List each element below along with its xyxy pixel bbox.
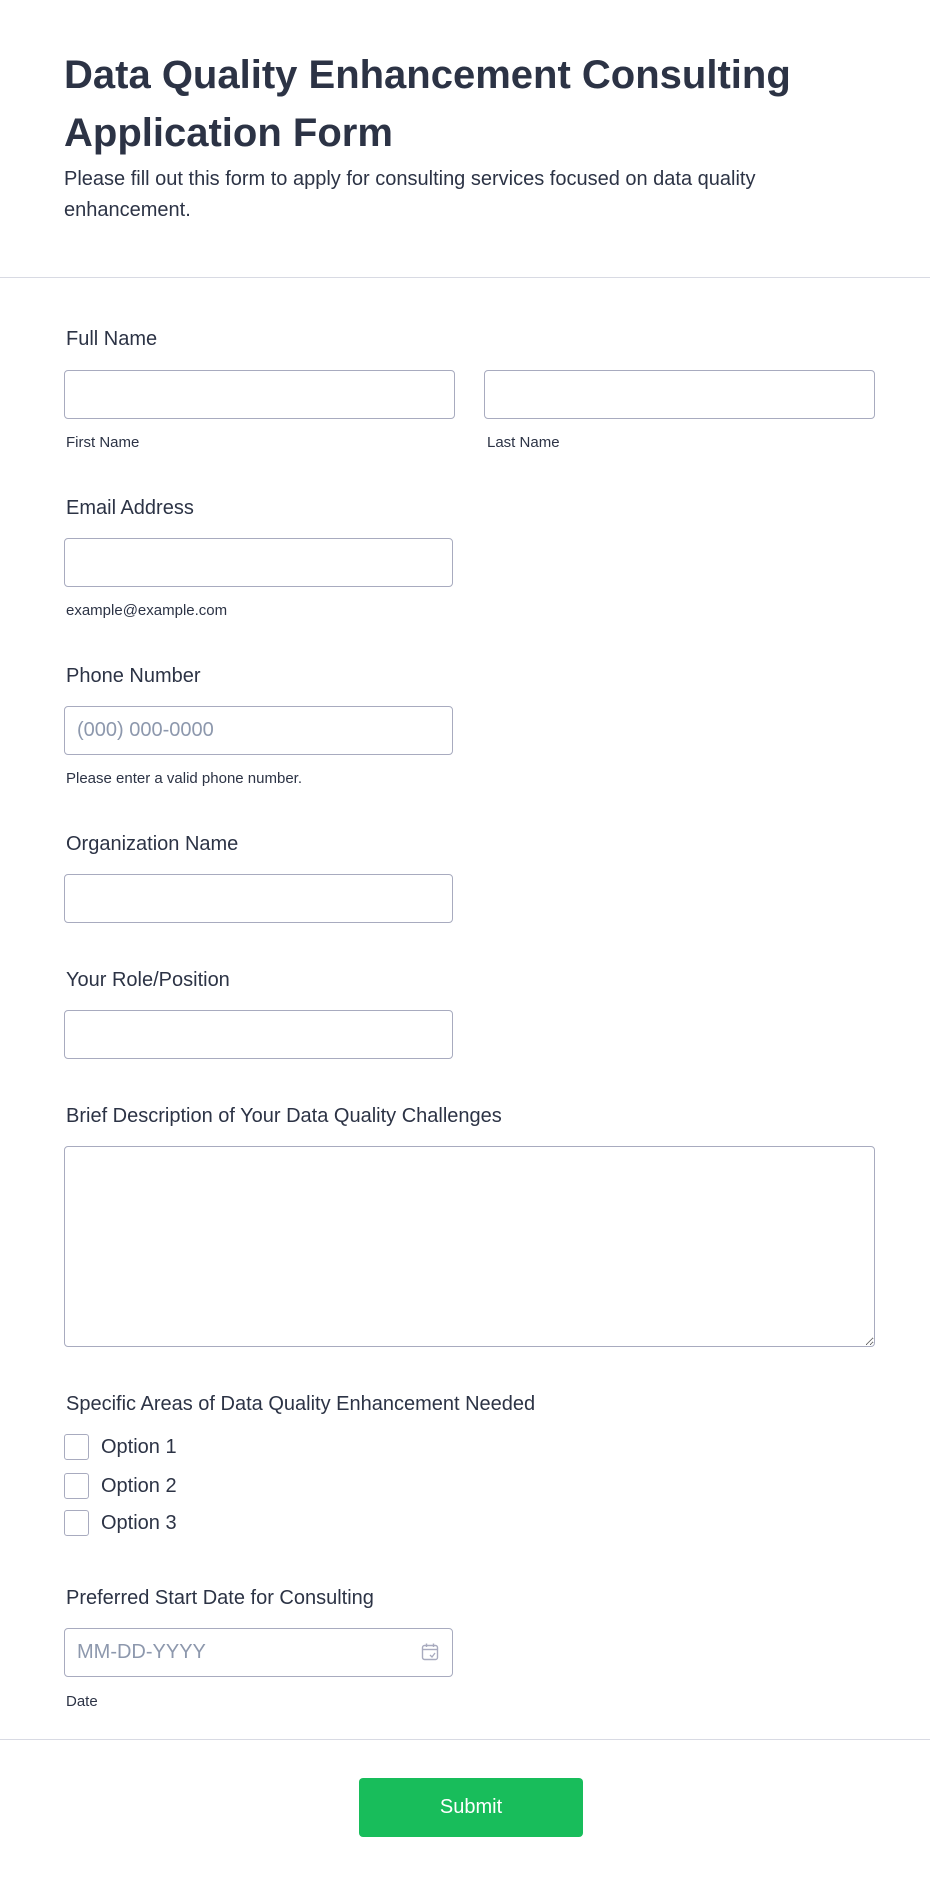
form-description: Please fill out this form to apply for consulting services focused on data quality enhancement. — [64, 168, 756, 221]
header-divider — [0, 277, 930, 278]
checkbox-option-2[interactable] — [64, 1473, 177, 1499]
submit-button[interactable]: Submit — [359, 1778, 583, 1837]
organization-label: Organization Name — [66, 833, 239, 855]
role-input[interactable] — [64, 1010, 453, 1059]
email-input[interactable] — [64, 538, 453, 587]
email-label: Email Address — [66, 497, 194, 519]
date-sublabel: Date — [66, 1693, 98, 1710]
date-field — [64, 1628, 453, 1677]
first-name-input[interactable] — [64, 370, 455, 419]
last-name-sublabel: Last Name — [487, 434, 560, 451]
checkbox[interactable] — [64, 1434, 89, 1460]
email-sublabel: example@example.com — [66, 602, 228, 619]
role-label: Your Role/Position — [66, 969, 230, 991]
checkbox[interactable] — [64, 1473, 89, 1499]
footer-divider — [0, 1739, 930, 1740]
checkbox-option-1[interactable] — [64, 1434, 177, 1460]
checkbox-label: Option 3 — [101, 1511, 177, 1534]
start-date-input[interactable] — [64, 1628, 453, 1677]
phone-sublabel: Please enter a valid phone number. — [66, 770, 302, 787]
checkbox-option-3[interactable] — [64, 1510, 177, 1536]
areas-label: Specific Areas of Data Quality Enhancement Needed — [66, 1393, 536, 1415]
start-date-label: Preferred Start Date for Consulting — [66, 1587, 374, 1609]
checkbox-label: Option 2 — [101, 1474, 177, 1497]
first-name-sublabel: First Name — [66, 434, 140, 451]
last-name-input[interactable] — [484, 370, 875, 419]
checkbox-label: Option 1 — [101, 1435, 177, 1458]
form-title: Data Quality Enhancement Consulting Application Form — [64, 53, 791, 155]
phone-input[interactable] — [64, 706, 453, 755]
checkbox[interactable] — [64, 1510, 89, 1536]
challenges-textarea[interactable] — [64, 1146, 875, 1347]
full-name-label: Full Name — [66, 328, 158, 350]
challenges-label: Brief Description of Your Data Quality Challenges — [66, 1105, 502, 1127]
organization-input[interactable] — [64, 874, 453, 923]
phone-label: Phone Number — [66, 665, 201, 687]
calendar-icon[interactable] — [421, 1642, 439, 1662]
